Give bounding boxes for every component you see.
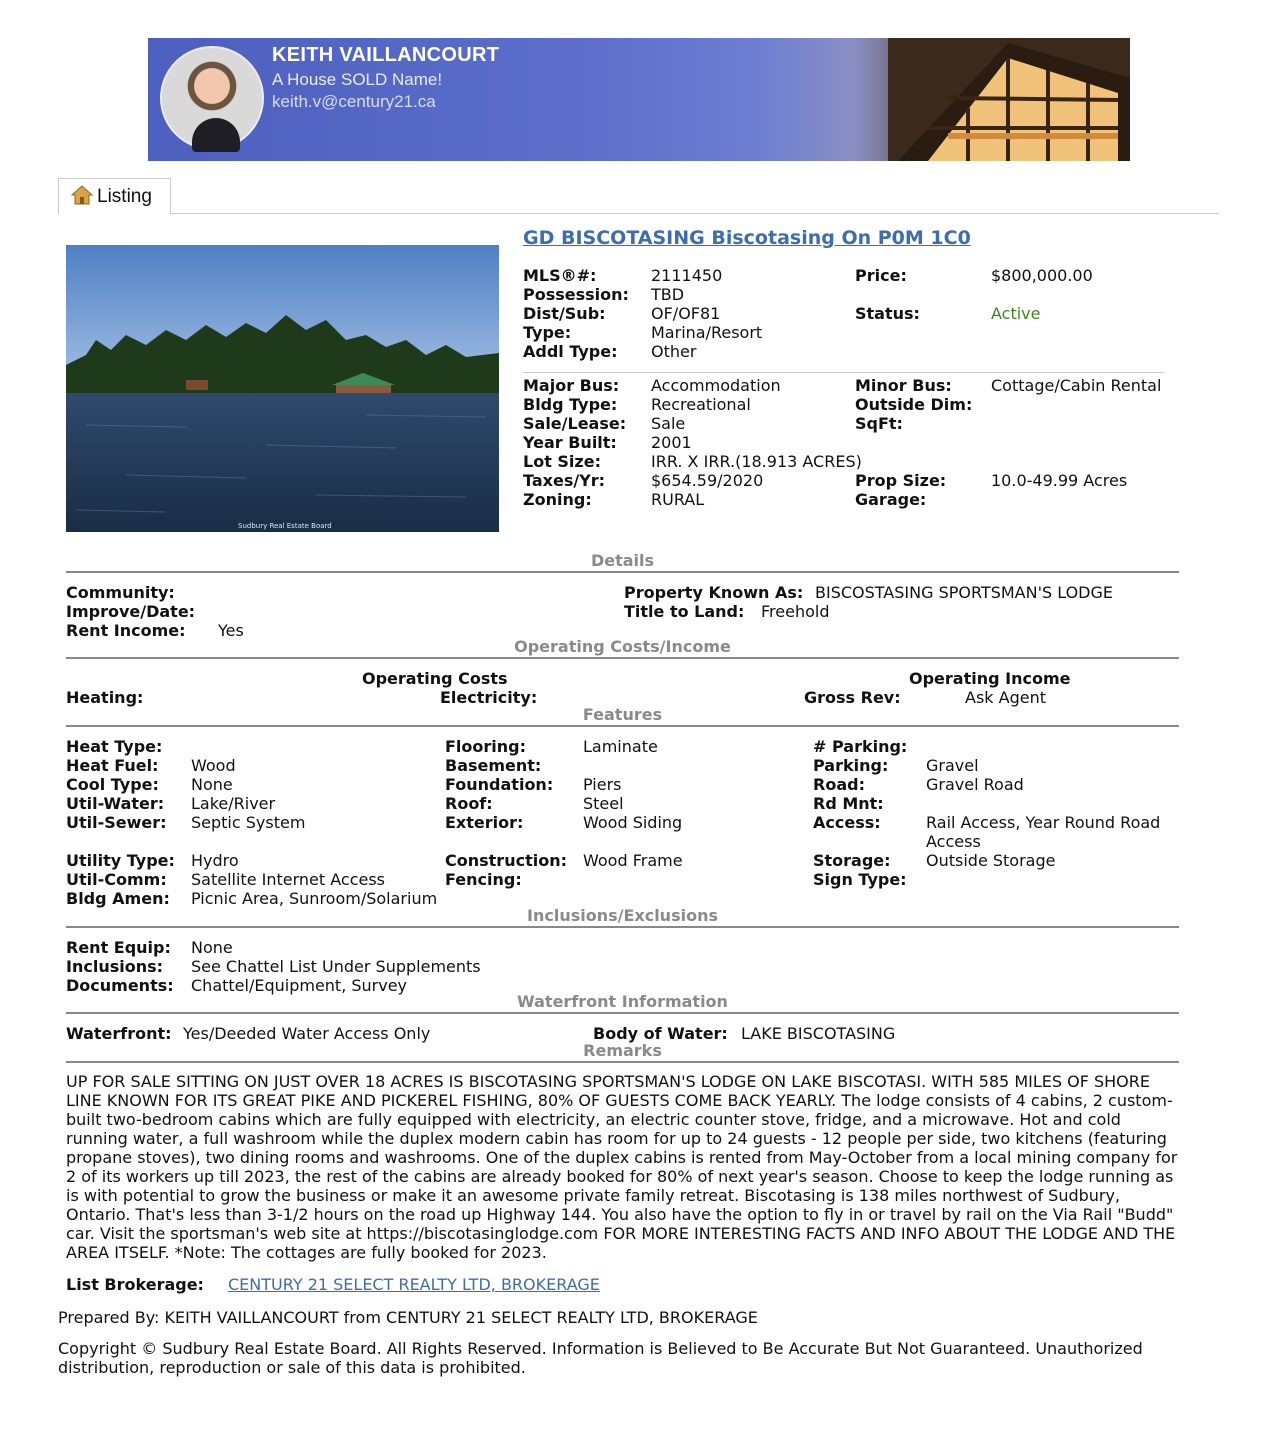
status-value: Active (991, 304, 1041, 323)
waterfront-label: Waterfront: (66, 1024, 172, 1043)
field-value: 2001 (651, 433, 692, 452)
gross-rev-label: Gross Rev: (804, 688, 901, 707)
copyright-notice: Copyright © Sudbury Real Estate Board. All Rights Reserved. Information is Believed to Be Accurate But Not Guaranteed. Unauthorized distribution, reproduction or sale of this data is prohibited. (58, 1339, 1143, 1377)
section-waterfront: Waterfront Information (66, 994, 1179, 1014)
feature-value: Laminate (583, 737, 658, 756)
feature-value: Lake/River (191, 794, 276, 813)
feature-label: Parking: (813, 756, 889, 775)
known-as-value: BISCOSTASING SPORTSMAN'S LODGE (815, 583, 1113, 602)
field-label: Zoning: (523, 490, 592, 509)
tab-listing[interactable] (58, 178, 171, 214)
field-label: Garage: (855, 490, 927, 509)
field-label: Year Built: (523, 433, 617, 452)
feature-label: Cool Type: (66, 775, 159, 794)
field-label: Prop Size: (855, 471, 947, 490)
feature-value: Wood Frame (583, 851, 683, 870)
field-label: Taxes/Yr: (523, 471, 606, 490)
feature-value: Gravel Road (926, 775, 1024, 794)
field-value: TBD (651, 285, 685, 304)
field-label: MLS®#: (523, 266, 597, 285)
field-value: Accommodation (651, 376, 781, 395)
field-label: Documents: (66, 976, 174, 995)
property-photo (66, 245, 499, 532)
feature-value: Wood (191, 756, 236, 775)
field-value: Chattel/Equipment, Survey (191, 976, 408, 995)
section-inclusions: Inclusions/Exclusions (66, 908, 1179, 928)
field-label: Major Bus: (523, 376, 620, 395)
feature-value: Outside Storage (926, 851, 1056, 870)
agent-email: keith.v@century21.ca (272, 92, 436, 111)
field-value: 10.0-49.99 Acres (991, 471, 1128, 490)
feature-label: Rd Mnt: (813, 794, 884, 813)
feature-label: Util-Water: (66, 794, 165, 813)
field-label: Lot Size: (523, 452, 601, 471)
feature-value: Satellite Internet Access (191, 870, 386, 889)
photo-caption: Sudbury Real Estate Board (238, 522, 332, 530)
field-label: Possession: (523, 285, 629, 304)
field-value: Sale (651, 414, 686, 433)
field-label: Type: (523, 323, 572, 342)
rent-income-label: Rent Income: (66, 621, 186, 640)
agent-photo-suit (192, 118, 240, 152)
feature-label: Basement: (445, 756, 542, 775)
operating-income-heading: Operating Income (909, 669, 1071, 688)
feature-value: Septic System (191, 813, 306, 832)
field-label: Inclusions: (66, 957, 164, 976)
field-label: Outside Dim: (855, 395, 973, 414)
field-value: RURAL (651, 490, 705, 509)
feature-label: Utility Type: (66, 851, 175, 870)
brokerage-link[interactable]: CENTURY 21 SELECT REALTY LTD, BROKERAGE (228, 1275, 600, 1294)
remarks-text: UP FOR SALE SITTING ON JUST OVER 18 ACRES IS BISCOTASING SPORTSMAN'S LODGE ON LAKE BISCOTASI. WITH 585 MILES OF SHORE LINE KNOWN FOR ITS GREAT PIKE AND PICKEREL FISHING, 80% OF GUESTS COME BACK YEARLY. The lodge consists of 4 cabins, 2 custom-built two-bedroom cabins which are fully equipped with electricity, an electric counter stove, fridge, and a microwave. Hot and cold running water, a full washroom while the duplex modern cabin has room for up to 24 guests - 12 people per side, two kitchens (featuring propane stoves), two dining rooms and washrooms. One of the duplex cabins is rented from May-October from a local mining company for 2 of its workers up till 2023, the rest of the cabins are already booked for 80% of next year's season. Choose to keep the lodge running as is with potential to grow the business or make it an awesome private family retreat. Biscotasing is 138 miles northwest of Sudbury, Ontario. That's less than 3-1/2 hours on the road up Highway 144. You also have the option to fly in or travel by rail on the Via Rail "Budd" car. Visit the sportsman's web site at https://biscotasinglodge.com FOR MORE INTERESTING FACTS AND INFO ABOUT THE LODGE AND THE AREA ITSELF. *Note: The cottages are fully booked for 2023. (66, 1072, 1178, 1262)
prepared-by: Prepared By: KEITH VAILLANCOURT from CENTURY 21 SELECT REALTY LTD, BROKERAGE (58, 1308, 758, 1327)
field-value: See Chattel List Under Supplements (191, 957, 481, 976)
feature-value: Piers (583, 775, 622, 794)
field-label: SqFt: (855, 414, 903, 433)
summary-divider (523, 372, 1164, 373)
body-of-water-label: Body of Water: (593, 1024, 728, 1043)
field-value: $654.59/2020 (651, 471, 764, 490)
operating-costs-heading: Operating Costs (362, 669, 508, 688)
community-label: Community: (66, 583, 175, 602)
feature-label: Construction: (445, 851, 567, 870)
feature-label: Exterior: (445, 813, 524, 832)
section-details: Details (66, 553, 1179, 573)
field-value: Recreational (651, 395, 751, 414)
feature-label: Util-Sewer: (66, 813, 167, 832)
rent-income-value: Yes (218, 621, 244, 640)
feature-label: Access: (813, 813, 881, 832)
field-label: Dist/Sub: (523, 304, 606, 323)
feature-label: Util-Comm: (66, 870, 167, 889)
feature-label: Sign Type: (813, 870, 907, 889)
feature-label: Flooring: (445, 737, 527, 756)
feature-label: Heat Fuel: (66, 756, 159, 775)
gross-rev-value: Ask Agent (965, 688, 1046, 707)
known-as-label: Property Known As: (624, 583, 804, 602)
heating-label: Heating: (66, 688, 144, 707)
field-label: Addl Type: (523, 342, 618, 361)
feature-value: Hydro (191, 851, 239, 870)
feature-label: Roof: (445, 794, 493, 813)
field-value: 2111450 (651, 266, 723, 285)
tab-divider (171, 213, 1219, 214)
field-value: OF/OF81 (651, 304, 721, 323)
feature-value: Access (926, 832, 981, 851)
price-value: $800,000.00 (991, 266, 1093, 285)
status-label: Status: (855, 304, 920, 323)
agent-name: KEITH VAILLANCOURT (272, 44, 500, 66)
price-label: Price: (855, 266, 907, 285)
agent-banner (148, 38, 1130, 161)
feature-label: Bldg Amen: (66, 889, 170, 908)
feature-label: Storage: (813, 851, 891, 870)
section-remarks: Remarks (66, 1043, 1179, 1063)
feature-value: Steel (583, 794, 624, 813)
field-label: Minor Bus: (855, 376, 952, 395)
field-value: None (191, 938, 233, 957)
tab-label: Listing (97, 186, 152, 207)
feature-label: Road: (813, 775, 865, 794)
field-label: Bldg Type: (523, 395, 618, 414)
improve-date-label: Improve/Date: (66, 602, 196, 621)
feature-label: Foundation: (445, 775, 554, 794)
electricity-label: Electricity: (440, 688, 538, 707)
title-to-land-value: Freehold (761, 602, 830, 621)
waterfront-value: Yes/Deeded Water Access Only (183, 1024, 431, 1043)
feature-label: # Parking: (813, 737, 908, 756)
agent-photo (160, 46, 264, 150)
field-value: IRR. X IRR.(18.913 ACRES) (651, 452, 862, 471)
feature-label: Fencing: (445, 870, 522, 889)
listing-address-link[interactable]: GD BISCOTASING Biscotasing On P0M 1C0 (523, 227, 971, 249)
brokerage-label: List Brokerage: (66, 1275, 204, 1294)
feature-value: Wood Siding (583, 813, 683, 832)
section-operating: Operating Costs/Income (66, 639, 1179, 659)
feature-value: Picnic Area, Sunroom/Solarium (191, 889, 438, 908)
title-to-land-label: Title to Land: (624, 602, 745, 621)
body-of-water-value: LAKE BISCOTASING (741, 1024, 896, 1043)
feature-label: Heat Type: (66, 737, 163, 756)
field-value: Marina/Resort (651, 323, 763, 342)
agent-tagline: A House SOLD Name! (272, 70, 443, 89)
feature-value: Gravel (926, 756, 979, 775)
feature-value: Rail Access, Year Round Road (926, 813, 1161, 832)
home-icon (71, 185, 93, 205)
feature-value: None (191, 775, 233, 794)
section-features: Features (66, 707, 1179, 727)
field-value: Cottage/Cabin Rental (991, 376, 1162, 395)
field-label: Sale/Lease: (523, 414, 627, 433)
field-label: Rent Equip: (66, 938, 171, 957)
field-value: Other (651, 342, 697, 361)
lodge-image (888, 38, 1130, 161)
